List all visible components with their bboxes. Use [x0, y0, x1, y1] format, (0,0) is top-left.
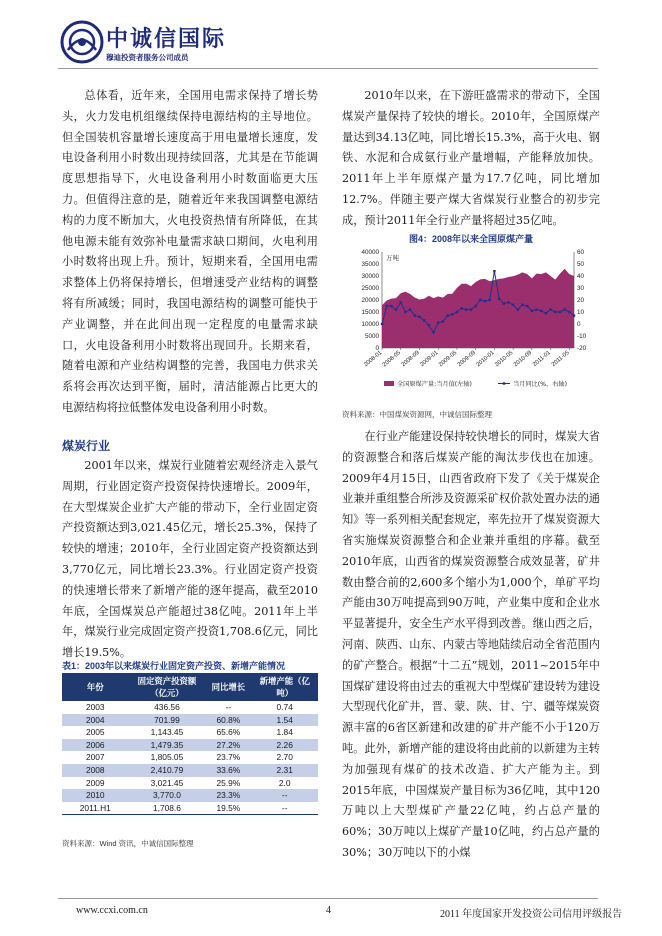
yoy-growth-point — [400, 301, 402, 303]
yoy-growth-point — [507, 301, 509, 303]
yoy-growth-point — [563, 308, 565, 310]
yoy-growth-point — [409, 308, 411, 310]
legend-label-output: 全国原煤产量:当月值(左轴) — [397, 381, 472, 388]
logo-subtitle: 穆迪投资者服务公司成员 — [106, 53, 189, 62]
yoy-growth-point — [446, 314, 448, 316]
paragraph-coal-consolidation: 在行业产能建设保持较快增长的同时，煤炭大省的资源整合和落后煤炭产能的淘汰步伐也在加速。2009年4月15日，山西省政府下发了《关于煤炭企业兼并重组整合所涉及资源采矿权价款处置办法的通知》等一系列相关配套规定，率先拉开了煤炭资源大省实施煤炭资源整合和企业兼并重组的序幕。截至2010年底，山西省的煤炭资源整合成效显著，矿井数由整合前的2,600多个缩小为1,000个，单矿平均产能由30万吨提高到90万吨，产业集中度和企业水平显著提升，安全生产水平得到改善。继山西之后，河南、陕西、山东、内蒙古等地陆续启动全省范围内的矿产整合。根据“十二五”规划，2011~2015年中国煤矿建设将由过去的重视大中型煤矿建设转为建设大型现代化矿井，晋、蒙、陕、甘、宁、疆等煤炭资源丰富的6省区新建和改建的矿井产能不小于120万吨。此外，新增产能的建设将由此前的以新建为主转为加强现有煤矿的技术改造、扩大产能为主。到2015年底，中国煤炭产量目标为36亿吨，其中120万吨以上大型煤矿产量22亿吨，约占总产量的60%；30万吨以上煤矿产量10亿吨，约占总产量的30%；30万吨以下的小煤 — [342, 430, 600, 859]
yoy-growth-point — [568, 311, 570, 313]
yoy-growth-point — [573, 314, 575, 316]
table-cell: 60.8% — [205, 714, 251, 727]
header-divider — [58, 68, 598, 69]
yoy-growth-point — [517, 308, 519, 310]
yoy-growth-point — [395, 308, 397, 310]
x-tick-label: 2009-09 — [456, 349, 477, 369]
yoy-growth-point — [540, 310, 542, 312]
coal-output-area — [382, 269, 574, 348]
x-tick-label: 2011-05 — [550, 349, 571, 368]
footer-report-title: 2011 年度国家开发投资公司信用评级报告 — [440, 909, 623, 920]
legend-marker-growth — [503, 382, 505, 384]
table-title: 表1：2003年以来煤炭行业固定资产投资、新增产能情况 — [62, 661, 286, 671]
table-cell: 1,479.35 — [129, 739, 206, 752]
table-row — [62, 701, 318, 714]
x-tick-label: 2010-05 — [494, 349, 515, 369]
table-cell: 2.31 — [251, 764, 318, 777]
table-cell: 1.84 — [251, 726, 318, 739]
x-tick-label: 2009-05 — [438, 349, 459, 369]
y-right-tick-label: 30 — [577, 285, 585, 292]
table-cell: 2003 — [62, 701, 129, 714]
table-cell: 701.99 — [129, 714, 206, 727]
table-cell: 1,143.45 — [129, 726, 206, 739]
table-row — [62, 789, 318, 802]
page-number: 4 — [326, 905, 331, 916]
table-cell: 2004 — [62, 714, 129, 727]
yoy-growth-point — [512, 304, 514, 306]
legend-label-growth: 当月同比(%，右轴) — [513, 381, 568, 388]
table-cell: 2008 — [62, 764, 129, 777]
table-cell: 19.5% — [205, 802, 251, 815]
table-cell: 1,708.6 — [129, 802, 206, 815]
yoy-growth-point — [545, 312, 547, 314]
table-cell: 23.3% — [205, 789, 251, 802]
yoy-growth-point — [479, 299, 481, 301]
yoy-growth-point — [559, 311, 561, 313]
table-cell: 65.6% — [205, 726, 251, 739]
yoy-growth-point — [549, 308, 551, 310]
header-new-capacity: 新增产能（亿吨） — [251, 673, 318, 701]
yoy-growth-point — [390, 305, 392, 307]
y-right-tick-label: 20 — [577, 297, 585, 304]
table-cell: 2010 — [62, 789, 129, 802]
yoy-growth-point — [470, 308, 472, 310]
paragraph-power-summary: 总体看，近年来，全国用电需求保持了增长势头，火力发电机组继续保持电源结构的主导地位。但全国装机容量增长速度高于用电量增长速度，发电设备利用小时数出现持续回落，尤其是在节能调度思想指导下，火电设备利用小时数面临更大压力。但值得注意的是，随着近年来我国调整电源结构的力度不断加大，火电投资热情有所降低，在其他电源未能有效弥补电量需求缺口期间，火电利用小时数将出现上升。预计，短期来看，全国用电需求整体上仍将保持增长，但增速受产业结构的调整将有所减缓；同时，我国电源结构的调整可能快于产业调整，并在此间出现一定程度的电量需求缺口，火电设备利用小时数将出现回升。长期来看，随着电源和产业结构调整的完善，我国电力供求关系将会再次达到平衡，届时，清洁能源占比更大的电源结构将拉低整体发电设备利用小时数。 — [62, 89, 318, 414]
header-growth: 同比增长 — [205, 673, 251, 701]
y-left-tick-label: 0 — [375, 345, 379, 352]
table-cell: 1.54 — [251, 714, 318, 727]
y-right-tick-label: 40 — [577, 273, 585, 280]
yoy-growth-point — [451, 313, 453, 315]
company-logo-icon — [60, 20, 104, 64]
table-cell: 2,410.79 — [129, 764, 206, 777]
yoy-growth-point — [442, 320, 444, 322]
table-cell: -- — [205, 701, 251, 714]
table-row — [62, 751, 318, 764]
coal-investment-table — [62, 673, 318, 815]
yoy-growth-point — [460, 307, 462, 309]
logo-title: 中诚信国际 — [106, 26, 227, 52]
yoy-growth-point — [554, 311, 556, 313]
table-cell: 23.7% — [205, 751, 251, 764]
footer-divider — [58, 898, 598, 899]
yoy-growth-point — [498, 298, 500, 300]
yoy-growth-point — [493, 270, 495, 272]
y-left-tick-label: 25000 — [361, 285, 379, 292]
legend-swatch-output — [384, 381, 394, 386]
x-tick-label: 2008-09 — [400, 349, 421, 369]
y-left-tick-label: 5000 — [364, 333, 379, 340]
yoy-growth-point — [423, 319, 425, 321]
yoy-growth-point — [404, 311, 406, 313]
y-right-tick-label: 50 — [577, 261, 585, 268]
y-left-tick-label: 20000 — [361, 297, 379, 304]
table-cell: 27.2% — [205, 739, 251, 752]
section-heading-coal: 煤炭行业 — [62, 439, 111, 453]
y-left-tick-label: 40000 — [361, 249, 379, 256]
table-cell: 2007 — [62, 751, 129, 764]
table-row — [62, 726, 318, 739]
paragraph-coal-output: 2010年以来，在下游旺盛需求的带动下，全国煤炭产量保持了较快的增长。2010年，全国原煤产量达到34.13亿吨，同比增长15.3%，高于火电、钢铁、水泥和合成氨行业产量增幅，产能释放加快。2011年上半年原煤产量为17.7亿吨，同比增加12.7%。伴随主要产煤大省煤炭行业整合的初步完成，预计2011年全行业产量将超过35亿吨。 — [342, 89, 600, 227]
paragraph-coal-investment: 2001年以来，煤炭行业随着宏观经济走入景气周期，行业固定资产投资保持快速增长。2009年，在大型煤炭企业扩大产能的带动下，全行业固定资产投资额达到3,021.45亿元，增长25.3%，保持了较快的增速；2010年，全行业固定资产投资额达到3,770亿元，同比增长23.3%。行业固定资产投资的快速增长带来了新增产能的逐年提高，截至2010年底，全国煤炭总产能超过38亿吨。2011年上半年，煤炭行业完成固定资产投资1,708.6亿元，同比增长19.5%。 — [62, 459, 318, 660]
chart-title: 图4：2008年以来全国原煤产量 — [408, 234, 534, 244]
table-cell: -- — [251, 802, 318, 815]
yoy-growth-point — [414, 314, 416, 316]
y-left-tick-label: 10000 — [361, 321, 379, 328]
yoy-growth-point — [418, 316, 420, 318]
table-cell: 2009 — [62, 777, 129, 790]
header-investment: 固定资产投资额（亿元） — [129, 673, 206, 701]
yoy-growth-point — [456, 311, 458, 313]
yoy-growth-point — [535, 308, 537, 310]
unit-label: 万吨 — [386, 254, 399, 262]
table-cell: 1,805.05 — [129, 751, 206, 764]
yoy-growth-point — [489, 299, 491, 301]
table-cell: 2006 — [62, 739, 129, 752]
chart-source-note: 资料来源：中国煤炭资源网，中诚信国际整理 — [342, 410, 492, 419]
table-cell: 2011.H1 — [62, 802, 129, 815]
table-cell: 2.0 — [251, 777, 318, 790]
yoy-growth-point — [521, 304, 523, 306]
yoy-growth-point — [381, 323, 383, 325]
table-row — [62, 714, 318, 727]
table-cell: 25.9% — [205, 777, 251, 790]
table-cell: 33.6% — [205, 764, 251, 777]
table-cell: 3,021.45 — [129, 777, 206, 790]
yoy-growth-point — [432, 331, 434, 333]
yoy-growth-point — [437, 322, 439, 324]
coal-output-chart — [342, 244, 604, 406]
x-tick-label: 2009-01 — [419, 349, 440, 369]
yoy-growth-point — [503, 302, 505, 304]
table-cell: 2.26 — [251, 739, 318, 752]
table-row — [62, 777, 318, 790]
x-tick-label: 2011-01 — [532, 349, 552, 368]
table-cell: 2005 — [62, 726, 129, 739]
y-right-tick-label: 0 — [577, 321, 581, 328]
y-left-tick-label: 30000 — [361, 273, 379, 280]
table-cell: 436.56 — [129, 701, 206, 714]
table-cell: -- — [251, 789, 318, 802]
table-row — [62, 764, 318, 777]
table-header-row — [62, 673, 318, 701]
x-tick-label: 2008-05 — [381, 349, 403, 369]
x-tick-label: 2010-01 — [475, 349, 496, 369]
y-left-tick-label: 15000 — [361, 309, 379, 316]
table-cell: 0.74 — [251, 701, 318, 714]
y-left-tick-label: 35000 — [361, 261, 379, 268]
yoy-growth-point — [526, 305, 528, 307]
table-cell: 3,770.0 — [129, 789, 206, 802]
table-source-note: 资料来源：Wind 资讯，中诚信国际整理 — [62, 839, 194, 848]
yoy-growth-point — [475, 305, 477, 307]
yoy-growth-point — [428, 324, 430, 326]
y-right-tick-label: 60 — [577, 249, 585, 256]
yoy-growth-point — [531, 310, 533, 312]
footer-url: www.ccxi.com.cn — [76, 905, 148, 916]
yoy-growth-point — [484, 300, 486, 302]
table-row — [62, 739, 318, 752]
y-right-tick-label: -20 — [577, 345, 587, 352]
yoy-growth-point — [386, 305, 388, 307]
x-tick-label: 2008-01 — [363, 349, 384, 369]
yoy-growth-point — [465, 308, 467, 310]
table-cell: 2.70 — [251, 751, 318, 764]
x-tick-label: 2010-09 — [512, 349, 534, 369]
table-row — [62, 802, 318, 815]
header-year: 年份 — [62, 673, 129, 701]
y-right-tick-label: 10 — [577, 309, 585, 316]
y-right-tick-label: -10 — [577, 333, 587, 340]
